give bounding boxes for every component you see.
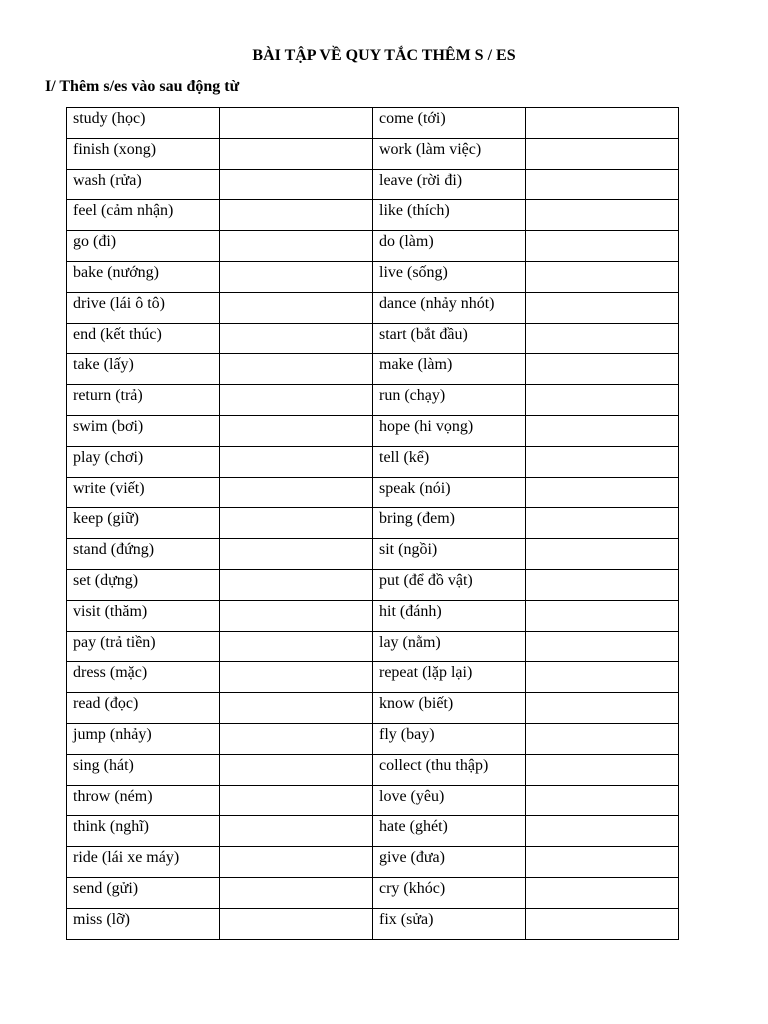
answer-cell-right[interactable]	[526, 446, 679, 477]
answer-cell-right[interactable]	[526, 385, 679, 416]
verb-cell-right: live (sống)	[373, 261, 526, 292]
verb-cell-left: take (lấy)	[67, 354, 220, 385]
answer-cell-right[interactable]	[526, 631, 679, 662]
answer-cell-left[interactable]	[220, 847, 373, 878]
answer-cell-left[interactable]	[220, 385, 373, 416]
answer-cell-left[interactable]	[220, 508, 373, 539]
answer-cell-right[interactable]	[526, 292, 679, 323]
answer-cell-left[interactable]	[220, 261, 373, 292]
verb-cell-right: tell (kể)	[373, 446, 526, 477]
answer-cell-left[interactable]	[220, 169, 373, 200]
answer-cell-left[interactable]	[220, 877, 373, 908]
answer-cell-left[interactable]	[220, 754, 373, 785]
verb-cell-left: sing (hát)	[67, 754, 220, 785]
verb-cell-left: return (trả)	[67, 385, 220, 416]
table-row	[67, 138, 679, 169]
table-row	[67, 169, 679, 200]
answer-cell-right[interactable]	[526, 323, 679, 354]
answer-cell-left[interactable]	[220, 908, 373, 939]
answer-cell-right[interactable]	[526, 138, 679, 169]
answer-cell-left[interactable]	[220, 569, 373, 600]
answer-cell-left[interactable]	[220, 631, 373, 662]
verb-cell-left: visit (thăm)	[67, 600, 220, 631]
table-row	[67, 231, 679, 262]
answer-cell-right[interactable]	[526, 877, 679, 908]
verb-cell-left: miss (lỡ)	[67, 908, 220, 939]
table-row	[67, 754, 679, 785]
verb-cell-left: study (học)	[67, 108, 220, 139]
verb-cell-right: come (tới)	[373, 108, 526, 139]
table-row	[67, 785, 679, 816]
answer-cell-right[interactable]	[526, 477, 679, 508]
table-row	[67, 662, 679, 693]
table-row	[67, 600, 679, 631]
table-row	[67, 323, 679, 354]
answer-cell-left[interactable]	[220, 138, 373, 169]
table-row	[67, 446, 679, 477]
answer-cell-left[interactable]	[220, 539, 373, 570]
answer-cell-left[interactable]	[220, 785, 373, 816]
table-row	[67, 816, 679, 847]
answer-cell-left[interactable]	[220, 723, 373, 754]
verb-cell-left: send (gửi)	[67, 877, 220, 908]
document-title: BÀI TẬP VỀ QUY TẮC THÊM S / ES	[252, 47, 516, 64]
answer-cell-right[interactable]	[526, 200, 679, 231]
verb-cell-right: put (để đồ vật)	[373, 569, 526, 600]
answer-cell-right[interactable]	[526, 354, 679, 385]
verb-cell-right: hit (đánh)	[373, 600, 526, 631]
verb-cell-right: fly (bay)	[373, 723, 526, 754]
answer-cell-right[interactable]	[526, 569, 679, 600]
answer-cell-right[interactable]	[526, 231, 679, 262]
verb-cell-left: dress (mặc)	[67, 662, 220, 693]
verb-cell-left: jump (nhảy)	[67, 723, 220, 754]
verb-cell-right: start (bắt đầu)	[373, 323, 526, 354]
answer-cell-right[interactable]	[526, 600, 679, 631]
answer-cell-left[interactable]	[220, 292, 373, 323]
answer-cell-right[interactable]	[526, 847, 679, 878]
verb-cell-left: pay (trả tiền)	[67, 631, 220, 662]
answer-cell-left[interactable]	[220, 693, 373, 724]
answer-cell-left[interactable]	[220, 231, 373, 262]
verb-cell-right: work (làm việc)	[373, 138, 526, 169]
answer-cell-left[interactable]	[220, 816, 373, 847]
answer-cell-left[interactable]	[220, 446, 373, 477]
verb-cell-left: end (kết thúc)	[67, 323, 220, 354]
answer-cell-left[interactable]	[220, 323, 373, 354]
table-row	[67, 508, 679, 539]
verb-cell-right: repeat (lặp lại)	[373, 662, 526, 693]
answer-cell-right[interactable]	[526, 108, 679, 139]
answer-cell-right[interactable]	[526, 662, 679, 693]
verb-cell-right: dance (nhảy nhót)	[373, 292, 526, 323]
verb-cell-left: wash (rửa)	[67, 169, 220, 200]
section-heading: I/ Thêm s/es vào sau động từ	[45, 78, 240, 95]
answer-cell-left[interactable]	[220, 108, 373, 139]
verb-cell-right: leave (rời đi)	[373, 169, 526, 200]
answer-cell-left[interactable]	[220, 415, 373, 446]
verb-cell-right: hope (hi vọng)	[373, 415, 526, 446]
verb-cell-left: bake (nướng)	[67, 261, 220, 292]
verb-cell-right: lay (nằm)	[373, 631, 526, 662]
answer-cell-right[interactable]	[526, 754, 679, 785]
verb-cell-left: stand (đứng)	[67, 539, 220, 570]
verb-cell-right: bring (đem)	[373, 508, 526, 539]
answer-cell-left[interactable]	[220, 200, 373, 231]
answer-cell-right[interactable]	[526, 908, 679, 939]
answer-cell-right[interactable]	[526, 785, 679, 816]
answer-cell-right[interactable]	[526, 723, 679, 754]
verb-cell-right: fix (sửa)	[373, 908, 526, 939]
table-row	[67, 292, 679, 323]
verb-cell-right: make (làm)	[373, 354, 526, 385]
table-row	[67, 261, 679, 292]
table-row	[67, 415, 679, 446]
table-body	[67, 108, 679, 940]
verb-exercise-table	[66, 107, 679, 940]
verb-cell-left: throw (ném)	[67, 785, 220, 816]
verb-cell-left: ride (lái xe máy)	[67, 847, 220, 878]
verb-cell-left: read (đọc)	[67, 693, 220, 724]
verb-cell-left: feel (cảm nhận)	[67, 200, 220, 231]
table-row	[67, 477, 679, 508]
verb-cell-left: swim (bơi)	[67, 415, 220, 446]
table-row	[67, 847, 679, 878]
answer-cell-right[interactable]	[526, 816, 679, 847]
verb-cell-left: write (viết)	[67, 477, 220, 508]
verb-cell-right: know (biết)	[373, 693, 526, 724]
answer-cell-left[interactable]	[220, 662, 373, 693]
table-row	[67, 693, 679, 724]
verb-cell-right: run (chạy)	[373, 385, 526, 416]
answer-cell-left[interactable]	[220, 600, 373, 631]
table-row	[67, 631, 679, 662]
verb-cell-left: think (nghĩ)	[67, 816, 220, 847]
answer-cell-right[interactable]	[526, 693, 679, 724]
table-row	[67, 723, 679, 754]
answer-cell-left[interactable]	[220, 354, 373, 385]
verb-cell-right: cry (khóc)	[373, 877, 526, 908]
table-row	[67, 908, 679, 939]
verb-cell-right: speak (nói)	[373, 477, 526, 508]
verb-cell-left: keep (giữ)	[67, 508, 220, 539]
verb-cell-right: give (đưa)	[373, 847, 526, 878]
verb-cell-left: go (đi)	[67, 231, 220, 262]
verb-cell-left: drive (lái ô tô)	[67, 292, 220, 323]
verb-cell-right: sit (ngồi)	[373, 539, 526, 570]
answer-cell-right[interactable]	[526, 508, 679, 539]
answer-cell-right[interactable]	[526, 539, 679, 570]
table-row	[67, 877, 679, 908]
table-row	[67, 200, 679, 231]
answer-cell-left[interactable]	[220, 477, 373, 508]
verb-cell-left: set (dựng)	[67, 569, 220, 600]
table-row	[67, 354, 679, 385]
verb-cell-right: like (thích)	[373, 200, 526, 231]
table-row	[67, 539, 679, 570]
answer-cell-right[interactable]	[526, 415, 679, 446]
table-row	[67, 385, 679, 416]
verb-cell-left: play (chơi)	[67, 446, 220, 477]
verb-cell-right: do (làm)	[373, 231, 526, 262]
answer-cell-right[interactable]	[526, 261, 679, 292]
table-row	[67, 108, 679, 139]
verb-cell-left: finish (xong)	[67, 138, 220, 169]
table-row	[67, 569, 679, 600]
verb-cell-right: love (yêu)	[373, 785, 526, 816]
verb-cell-right: hate (ghét)	[373, 816, 526, 847]
verb-cell-right: collect (thu thập)	[373, 754, 526, 785]
answer-cell-right[interactable]	[526, 169, 679, 200]
